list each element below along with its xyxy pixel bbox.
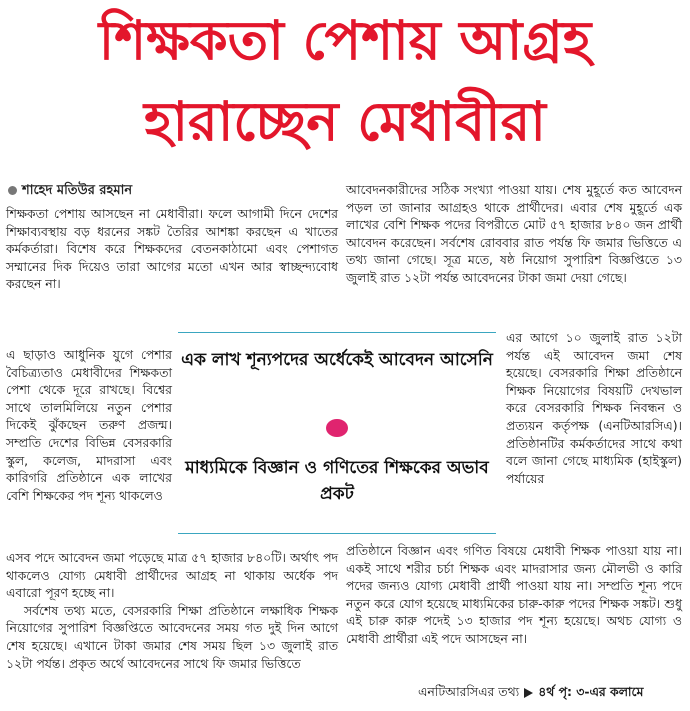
headline-line-2: হারাচ্ছেন মেধাবীরা [144, 90, 546, 153]
article-column-right-bottom [346, 542, 682, 648]
arrow-right-icon [524, 688, 533, 698]
highlight-line-2: মাধ্যমিকে বিজ্ঞান ও গণিতের শিক্ষকের অভাব প্রকট [185, 458, 489, 504]
article-column-left-middle [6, 346, 172, 504]
separator-dot-icon [326, 419, 348, 437]
article-column-right-top [346, 181, 682, 287]
continuation-note [418, 684, 643, 704]
article-column-right-middle [506, 329, 682, 487]
headline-line-1: শিক্ষকতা পেশায় আগ্রহ [98, 9, 592, 72]
paragraph: এর আগে ১০ জুলাই রাত ১২টা পর্যন্ত এই আবেদন জমা শেষ হয়েছে। বেসরকারি শিক্ষা প্রতিষ্ঠানে শিক্ষক নিয়োগের বিষয়টি দেখভাল করে বেসরকারি শিক্ষক নিবন্ধন ও প্রত্যয়ন কর্তৃপক্ষ (এনটিআরসিএ)। প্রতিষ্ঠানটির কর্মকর্তাদের সাথে কথা বলে জানা গেছে মাধ্যমিক (হাইস্কুল) পর্যায়ের [506, 330, 682, 486]
paragraph: সর্বশেষ তথ্য মতে, বেসরকারি শিক্ষা প্রতিষ্ঠানে লক্ষাধিক শিক্ষক নিয়োগের সুপারিশ বিজ্ঞপ্তিতে আবেদনের সময় গত দুই দিন আগে শেষ হয়েছে। এখানে টাকা জমার শেষ সময় ছিল ১৩ জুলাই রাত ১২টা পর্যন্ত। প্রকৃত অর্থে আবেদনের সাথে ফি জমার ভিত্তিতে [6, 602, 338, 671]
highlight-box [178, 332, 496, 534]
byline [8, 181, 132, 202]
paragraph: শিক্ষকতা পেশায় আসছেন না মেধাবীরা। ফলে আগামী দিনে দেশের শিক্ষাব্যবস্থায় বড় ধরনের সঙ্কট তৈরির আশঙ্কা করছেন এ খাতের কর্মকর্তারা। বিশেষ করে শিক্ষকদের বেতনকাঠামো এবং পেশাগত সম্মানের দিক দিয়েও তারা আগের মতো এখন আর স্বাচ্ছন্দ্যবোধ করছেন না। [6, 206, 338, 292]
bullet-icon [8, 186, 17, 195]
article-column-left-bottom [6, 549, 338, 672]
continuation-ref: ৪র্থ পৃ: ৩-এর কলামে [538, 684, 644, 699]
paragraph: এ ছাড়াও আধুনিক যুগে পেশার বৈচিত্র্যতাও মেধাবীদের শিক্ষকতা পেশা থেকে দূরে রাখছে। বিশ্বের সাথে তালমিলিয়ে নতুন পেশার দিকেই ঝুঁকছেন তরুণ প্রজন্ম। সম্প্রতি দেশের বিভিন্ন বেসরকারি স্কুল, কলেজ, মাদরাসা এবং কারিগরি প্রতিষ্ঠানে এক লাখের বেশি শিক্ষকের পদ শূন্য থাকলেও [6, 347, 172, 503]
highlight-line-1: এক লাখ শূন্যপদের অর্ধেকেই আবেদন আসেনি [181, 350, 493, 370]
article-column-left-top [6, 205, 338, 293]
paragraph: প্রতিষ্ঠানে বিজ্ঞান এবং গণিত বিষয়ে মেধাবী শিক্ষক পাওয়া যায় না। একই সাথে শরীর চর্চা শিক্ষক এবং মাদরাসার জন্য মৌলভী ও কারি পদের জন্যও যোগ্য মেধাবী প্রার্থী পাওয়া যায় না। সম্প্রতি শূন্য পদে নতুন করে যোগ হয়েছে মাধ্যমিকের চারু-কারু পদের শিক্ষক সঙ্কট। শুধু এই চারু কারু পদেই ১৩ হাজার পদ শূন্য হয়েছে। অথচ যোগ্য ও মেধাবী প্রার্থীরা এই পদে আসছেন না। [346, 543, 682, 646]
byline-author: শাহেদ মতিউর রহমান [22, 183, 133, 198]
continuation-text: এনটিআরসিএর তথ্য [418, 684, 520, 699]
paragraph: আবেদনকারীদের সঠিক সংখ্যা পাওয়া যায়। শেষ মুহূর্তে কত আবেদন পড়ল তা জানার আগ্রহও থাকে প্রার্থীদের। এবার শেষ মুহূর্তে এক লাখের বেশি শিক্ষক পদের বিপরীতে মোট ৫৭ হাজার ৮৪০ জন প্রার্থী আবেদন করেছেন। সর্বশেষ রোববার রাত পর্যন্ত ফি জমার ভিত্তিতে এ তথ্য জানা গেছে। সূত্র মতে, ষষ্ঠ নিয়োগ সুপারিশ বিজ্ঞপ্তিতে ১৩ জুলাই রাত ১২টা পর্যন্ত আবেদনের টাকা জমা দেয়া গেছে। [346, 182, 682, 285]
paragraph: এসব পদে আবেদন জমা পড়েছে মাত্র ৫৭ হাজার ৮৪০টি। অর্থাৎ পদ থাকলেও যোগ্য মেধাবী প্রার্থীদের আগ্রহ না থাকায় অর্ধেক পদ এবারো পূরণ হচ্ছে না। [6, 550, 338, 601]
